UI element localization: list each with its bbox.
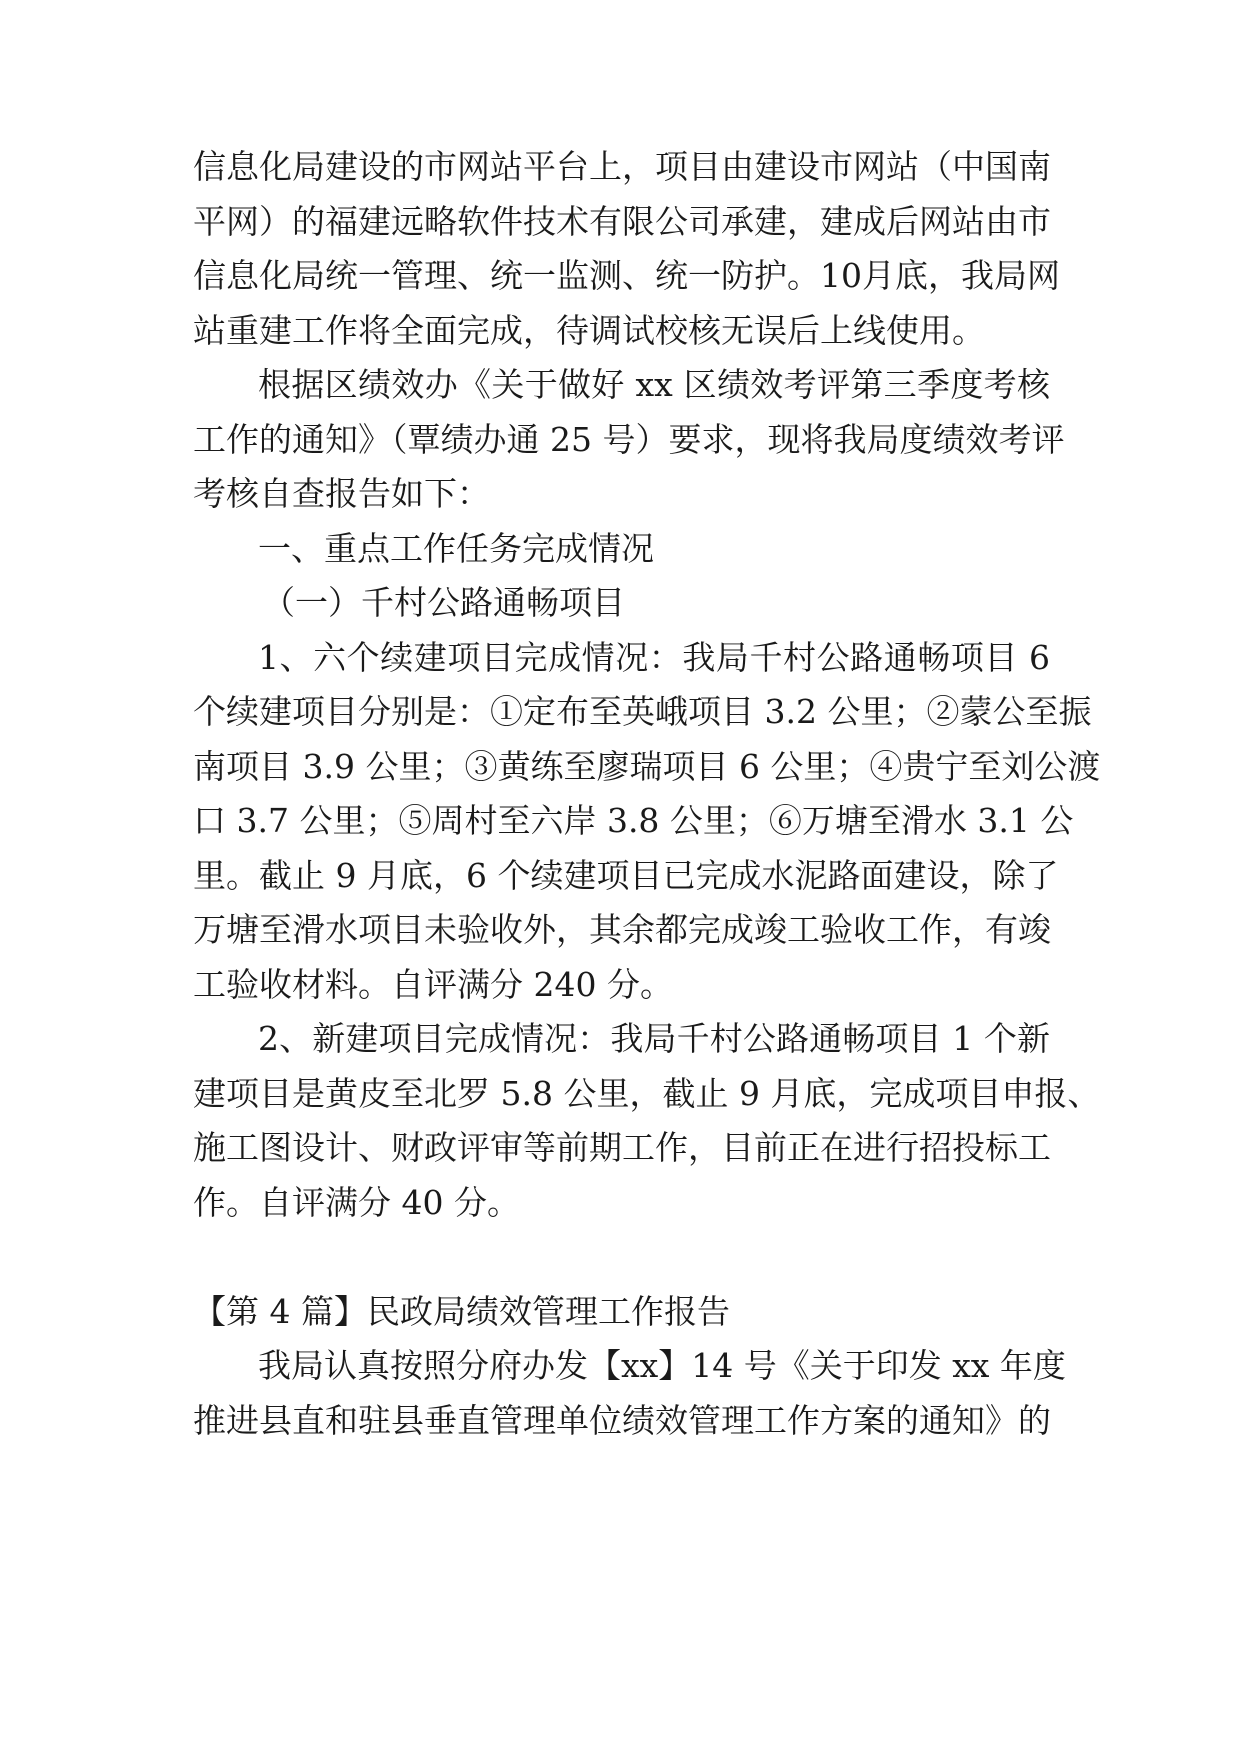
document-page: 信息化局建设的市网站平台上，项目由建设市网站（中国南 平网）的福建远略软件技术有限公司承建，建成后网站由市 信息化局统一管理、统一监测、统一防护。10月底，我局网 站重建工作将全面完成，待调试校核无误后上线使用。 根据区绩效办《关于做好 xx 区绩效考评第三季度考核 工作的通知》（覃绩办通 25 号）要求，现将我局度绩效考评 考核自查报告如下： 一、重点工作任务完成情况 （一）千村公路通畅项目 1、六个续建项目完成情况：我局千村公路通畅项目 6 个续建项目分别是：①定布至英峨项目 3.2 公里；②蒙公至振 南项目 3.9 公里；③黄练至廖瑞项目 6 公里；④贵宁至刘公渡 口 3.7 公里；⑤周村至六岸 3.8 公里；⑥万塘至滑水 3.1 公 里。截止 9 月底，6 个续建项目已完成水泥路面建设，除了 万塘至滑水项目未验收外，其余都完成竣工验收工作，有竣 工验收材料。自评满分 240 分。 2、新建项目完成情况：我局千村公路通畅项目 1 个新 建项目是黄皮至北罗 5.8 公里，截止 9 月底，完成项目申报、 施工图设计、财政评审等前期工作，目前正在进行招投标工 作。自评满分 40 分。 【第 4 篇】民政局绩效管理工作报告 我局认真按照分府办发【xx】14 号《关于印发 xx 年度 推进县直和驻县垂直管理单位绩效管理工作方案的通知》的 <box>193 147 1101 1440</box>
